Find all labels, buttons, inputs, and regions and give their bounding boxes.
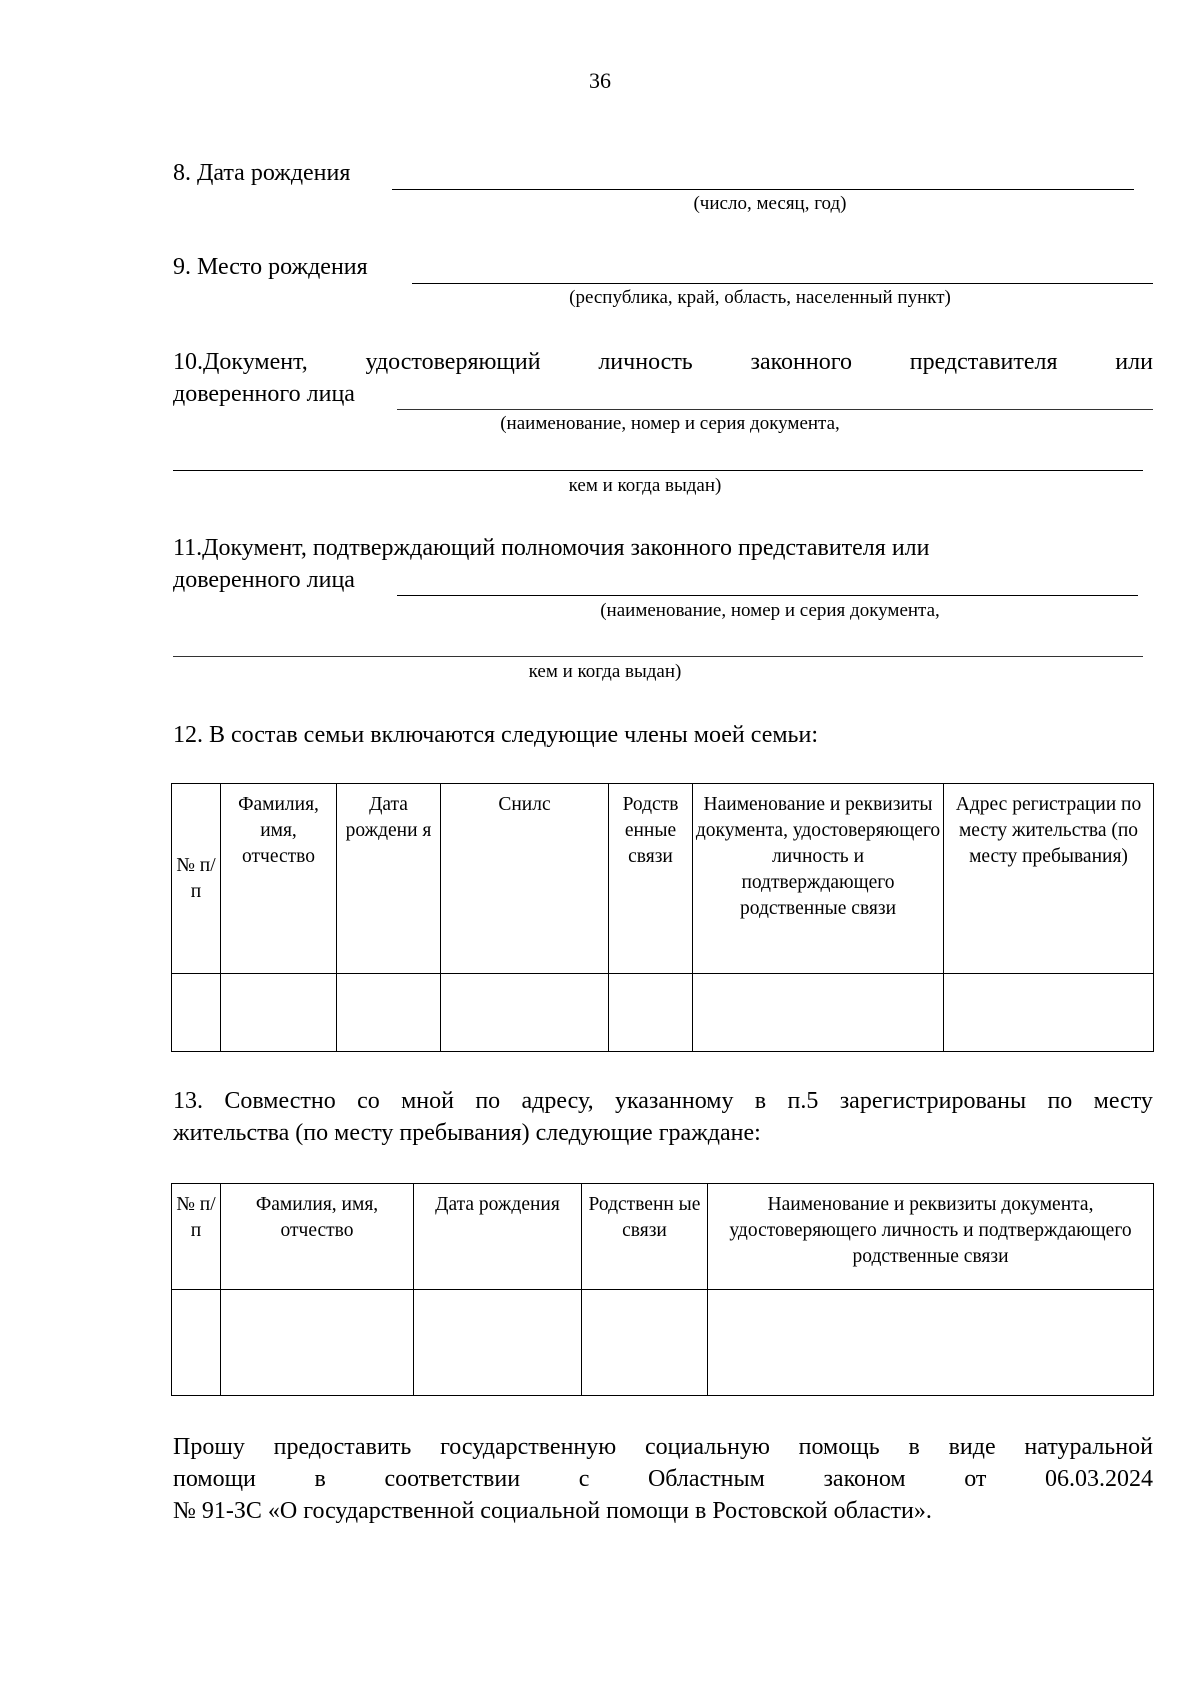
word: в — [754, 1088, 767, 1114]
word: адресу, — [521, 1088, 594, 1114]
authority-doc-caption-1: (наименование, номер и серия документа, — [600, 600, 940, 621]
family-heading: 12. В состав семьи включаются следующие члены моей семьи: — [173, 722, 819, 748]
table-cell[interactable] — [693, 974, 944, 1052]
word: 10.Документ, — [173, 349, 308, 375]
representative-id-caption-2: кем и когда выдан) — [568, 475, 722, 496]
coresidents-heading — [173, 1086, 1153, 1116]
word: зарегистрированы — [839, 1088, 1027, 1114]
authority-doc-caption-2: кем и когда выдан) — [528, 661, 682, 682]
word: натуральной — [1024, 1434, 1153, 1460]
word: 13. — [173, 1088, 203, 1114]
representative-id-heading — [173, 347, 1153, 377]
coresidents-line2: жительства (по месту пребывания) следующие граждане: — [173, 1120, 761, 1146]
col-full-name: Фамилия, имя, отчество — [221, 784, 337, 974]
table-cell[interactable] — [337, 974, 441, 1052]
authority-doc-field[interactable] — [397, 595, 1138, 596]
word: со — [357, 1088, 380, 1114]
coresidents-table — [171, 1183, 1154, 1396]
word: социальную — [644, 1434, 770, 1460]
birth-date-field[interactable] — [392, 189, 1134, 190]
representative-id-field[interactable] — [397, 409, 1153, 410]
word: указанному — [614, 1088, 734, 1114]
authority-doc-line2: доверенного лица — [173, 567, 355, 593]
word: помощь — [798, 1434, 880, 1460]
word: с — [578, 1466, 590, 1492]
word: законом — [823, 1466, 906, 1492]
birth-date-label: 8. Дата рождения — [173, 160, 351, 186]
table-row — [172, 1290, 1154, 1396]
request-line-2 — [173, 1464, 1153, 1494]
word: предоставить — [273, 1434, 412, 1460]
table-header-row — [172, 784, 1154, 974]
birth-date-caption: (число, месяц, год) — [693, 193, 847, 214]
table-cell[interactable] — [414, 1290, 582, 1396]
word: по — [1047, 1088, 1073, 1114]
authority-doc-field-2[interactable] — [173, 656, 1143, 657]
table-row — [172, 974, 1154, 1052]
table-cell[interactable] — [609, 974, 693, 1052]
word: в — [908, 1434, 920, 1460]
word: удостоверяющий — [365, 349, 541, 375]
col-address: Адрес регистрации по месту жительства (по месту пребывания) — [944, 784, 1154, 974]
col-birth-date: Дата рождения — [414, 1184, 582, 1290]
table-cell[interactable] — [221, 974, 337, 1052]
word: законного — [750, 349, 852, 375]
word: помощи — [173, 1466, 256, 1492]
table-header-row — [172, 1184, 1154, 1290]
table-cell[interactable] — [172, 974, 221, 1052]
table-cell[interactable] — [708, 1290, 1154, 1396]
request-line-3: № 91-ЗС «О государственной социальной помощи в Ростовской области». — [173, 1498, 932, 1524]
col-birth-date: Дата рождени я — [337, 784, 441, 974]
col-full-name: Фамилия, имя, отчество — [221, 1184, 414, 1290]
word: виде — [948, 1434, 996, 1460]
col-number: № п/п — [172, 1184, 221, 1290]
col-document: Наименование и реквизиты документа, удостоверяющего личность и подтверждающего родственные связи — [693, 784, 944, 974]
request-line-1 — [173, 1432, 1153, 1462]
table-cell[interactable] — [582, 1290, 708, 1396]
col-number: № п/п — [172, 784, 221, 974]
authority-doc-heading: 11.Документ, подтверждающий полномочия законного представителя или — [173, 535, 930, 561]
page-number: 36 — [589, 68, 611, 93]
table-cell[interactable] — [441, 974, 609, 1052]
word: Прошу — [173, 1434, 245, 1460]
representative-id-caption-1: (наименование, номер и серия документа, — [500, 413, 840, 434]
word: государственную — [440, 1434, 617, 1460]
table-cell[interactable] — [944, 974, 1154, 1052]
col-snils: Снилс — [441, 784, 609, 974]
birth-place-label: 9. Место рождения — [173, 254, 368, 280]
family-members-table — [171, 783, 1154, 1052]
word: Совместно — [224, 1088, 336, 1114]
representative-id-line2: доверенного лица — [173, 381, 355, 407]
word: представителя — [909, 349, 1058, 375]
col-relation: Родств енные связи — [609, 784, 693, 974]
word: 06.03.2024 — [1044, 1466, 1153, 1492]
word: п.5 — [787, 1088, 819, 1114]
word: в — [314, 1466, 326, 1492]
birth-place-field[interactable] — [412, 283, 1153, 284]
word: от — [964, 1466, 987, 1492]
col-document: Наименование и реквизиты документа, удостоверяющего личность и подтверждающего родственные связи — [708, 1184, 1154, 1290]
word: личность — [598, 349, 693, 375]
word: по — [475, 1088, 501, 1114]
word: мной — [401, 1088, 454, 1114]
col-relation: Родственн ые связи — [582, 1184, 708, 1290]
word: соответствии — [384, 1466, 521, 1492]
birth-place-caption: (республика, край, область, населенный пункт) — [569, 287, 951, 308]
word: месту — [1093, 1088, 1153, 1114]
representative-id-field-2[interactable] — [173, 470, 1143, 471]
word: Областным — [647, 1466, 765, 1492]
table-cell[interactable] — [172, 1290, 221, 1396]
table-cell[interactable] — [221, 1290, 414, 1396]
word: или — [1115, 349, 1153, 375]
